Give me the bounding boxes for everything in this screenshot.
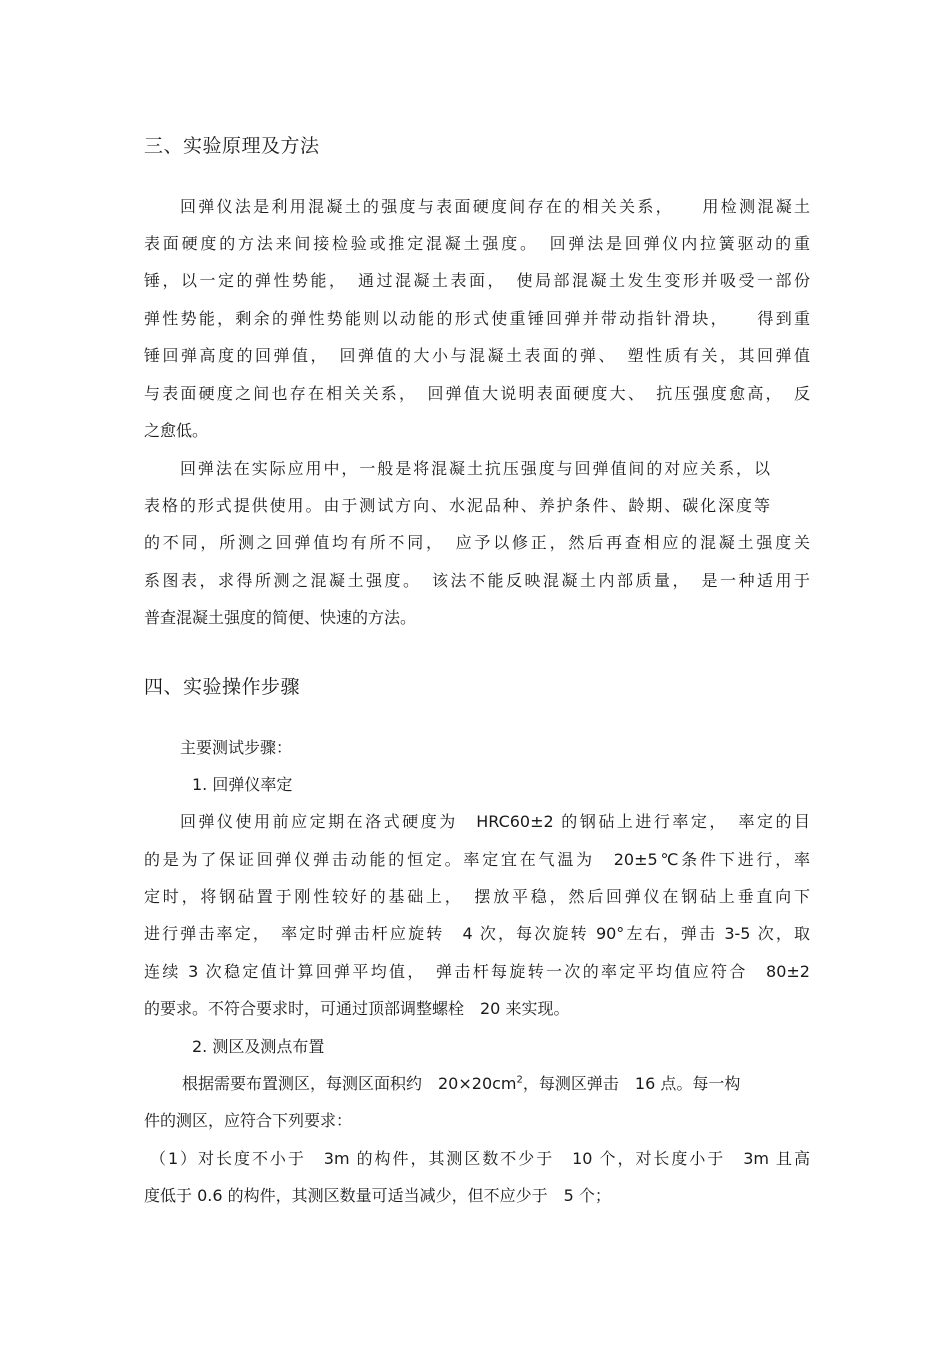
para1-line-6: 与表面硬度之间也存在相关关系， 回弹值大说明表面硬度大、 抗压强度愈高， 反 xyxy=(144,384,810,403)
para2-line-1: 回弹法在实际应用中，一般是将混凝土抗压强度与回弹值间的对应关系，以 xyxy=(180,459,770,478)
step1-line-2: 的是为了保证回弹仪弹击动能的恒定。率定宜在气温为 20±5℃条件下进行，率 xyxy=(144,850,810,869)
para2-line-2: 表格的形式提供使用。由于测试方向、水泥品种、养护条件、龄期、碳化深度等 xyxy=(144,496,770,515)
step2-line-1 xyxy=(182,1074,810,1094)
step1-line-4: 进行弹击率定， 率定时弹击杆应旋转 4 次，每次旋转 90°左右，弹击 3-5 次，取 xyxy=(144,924,810,943)
para1-line-5: 锤回弹高度的回弹值， 回弹值的大小与混凝土表面的弹、 塑性质有关，其回弹值 xyxy=(144,346,810,365)
section-heading-4: 四、实验操作步骤 xyxy=(144,676,301,698)
step1-line-6: 的要求。不符合要求时，可通过顶部调整螺栓 20 来实现。 xyxy=(144,999,570,1018)
para1-line-2: 表面硬度的方法来间接检验或推定混凝土强度。 回弹法是回弹仪内拉簧驱动的重 xyxy=(144,234,810,253)
para1-line-3: 锤，以一定的弹性势能， 通过混凝土表面， 使局部混凝土发生变形并吸受一部份 xyxy=(144,271,810,290)
para1-line-7: 之愈低。 xyxy=(144,421,209,440)
para2-line-5: 普查混凝土强度的简便、快速的方法。 xyxy=(144,608,417,627)
step2-line-1-rest: ，每测区弹击 16 点。每一构 xyxy=(522,1074,741,1093)
para2-line-3: 的不同，所测之回弹值均有所不同， 应予以修正，然后再查相应的混凝土强度关 xyxy=(144,533,810,552)
para2-line-4: 系图表，求得所测之混凝土强度。 该法不能反映混凝土内部质量， 是一种适用于 xyxy=(144,571,810,590)
requirement-1-line-1: （1）对长度不小于 3m 的构件，其测区数不少于 10 个，对长度小于 3m 且高 xyxy=(150,1149,810,1168)
step1-title: 1. 回弹仪率定 xyxy=(192,775,293,794)
step1-line-3: 定时，将钢砧置于刚性较好的基础上， 摆放平稳，然后回弹仪在钢砧上垂直向下 xyxy=(144,887,810,906)
step1-line-5: 连续 3 次稳定值计算回弹平均值， 弹击杆每旋转一次的率定平均值应符合 80±2 xyxy=(144,962,810,981)
step2-line-2: 件的测区，应符合下列要求： xyxy=(144,1111,353,1130)
superscript-2: 2 xyxy=(516,1074,523,1086)
para1-line-4: 弹性势能，剩余的弹性势能则以动能的形式使重锤回弹并带动指针滑块， 得到重 xyxy=(144,309,810,328)
requirement-1-line-2: 度低于 0.6 的构件，其测区数量可适当减少，但不应少于 5 个； xyxy=(144,1186,611,1205)
step2-title: 2. 测区及测点布置 xyxy=(192,1037,325,1056)
section-heading-3: 三、实验原理及方法 xyxy=(144,135,320,157)
steps-intro: 主要测试步骤： xyxy=(180,738,293,757)
para1-line-1: 回弹仪法是利用混凝土的强度与表面硬度间存在的相关关系， 用检测混凝土 xyxy=(180,197,810,216)
step2-line-1-text: 根据需要布置测区，每测区面积约 20×20cm xyxy=(182,1074,517,1093)
step1-line-1: 回弹仪使用前应定期在洛式硬度为 HRC60±2 的钢砧上进行率定， 率定的目 xyxy=(180,812,810,831)
